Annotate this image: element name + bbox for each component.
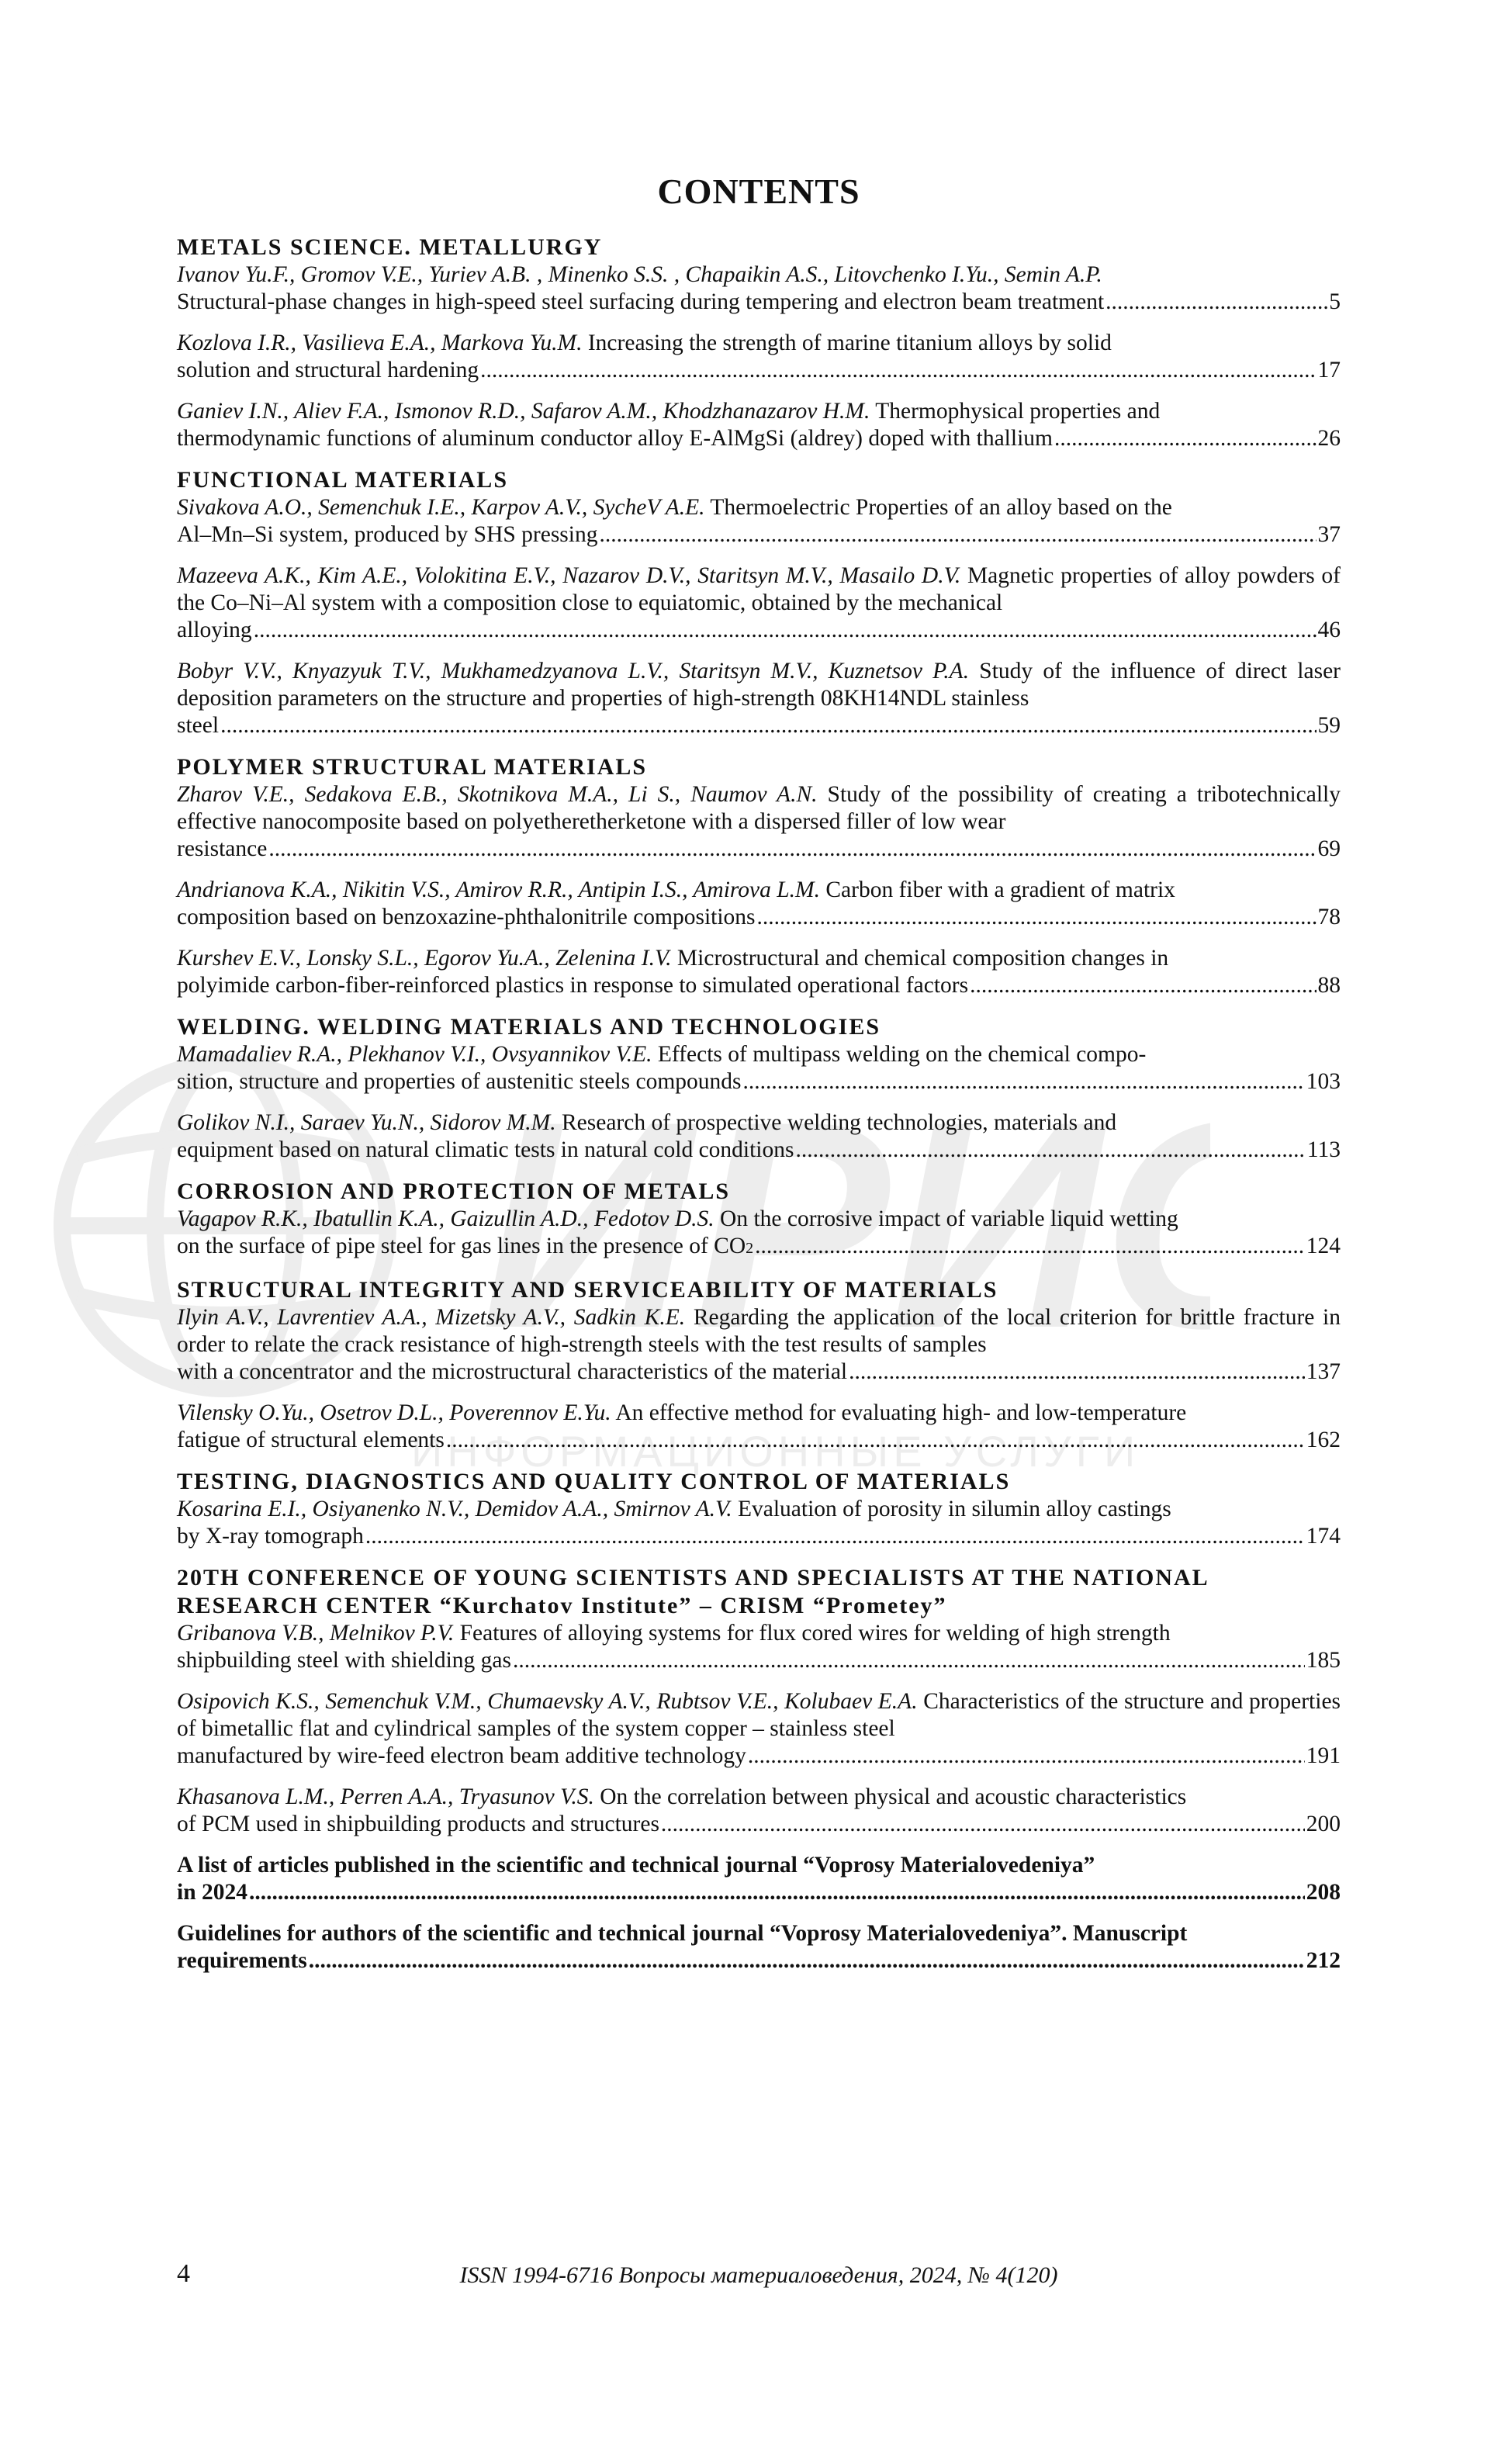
entry-title-end: with a concentrator and the microstructural characteristics of the material [177, 1358, 848, 1384]
entry-authors: Kozlova I.R., Vasilieva E.A., Markova Yu.M. [177, 330, 583, 355]
entry-title-end: on the surface of pipe steel for gas lines in the presence of CO [177, 1233, 746, 1258]
leader-dots [755, 1233, 1305, 1260]
entry-last-line [177, 1947, 1341, 1975]
entry-page-number: 103 [1306, 1068, 1341, 1094]
section-heading: 20TH CONFERENCE OF YOUNG SCIENTISTS AND SPECIALISTS AT THE NATIONAL RESEARCH CENTER “Kurchatov Institute” – CRISM “Prometey” [177, 1564, 1209, 1618]
entry-title: Study of the possibility of creating a tribotechnically effective nanocomposite based on polyetheretherketone with a dispersed filler of low wear [177, 781, 1341, 834]
toc-entry[interactable] [177, 398, 1341, 452]
entry-last-line [177, 289, 1341, 316]
entry-authors: Mamadaliev R.A., Plekhanov V.I., Ovsyannikov V.E. [177, 1041, 652, 1067]
entry-page-number: 5 [1329, 289, 1341, 314]
entry-authors: Vagapov R.K., Ibatullin K.A., Gaizullin A.D., Fedotov D.S. [177, 1206, 714, 1231]
entry-title: A list of articles published in the scientific and technical journal “Voprosy Materialovedeniya” [177, 1852, 1095, 1878]
leader-dots [757, 904, 1317, 931]
entry-last-line [177, 1743, 1341, 1770]
entry-page-number: 212 [1306, 1947, 1341, 1973]
toc-entry[interactable] [177, 781, 1341, 863]
entry-last-line [177, 1068, 1341, 1095]
entry-authors: Bobyr V.V., Knyazyuk T.V., Mukhamedzyanova L.V., Staritsyn M.V., Kuznetsov P.A. [177, 658, 970, 684]
entry-page-number: 200 [1306, 1811, 1341, 1836]
toc-entry[interactable] [177, 1688, 1341, 1770]
entry-last-line [177, 1358, 1341, 1386]
leader-dots [970, 972, 1316, 999]
entry-title-end: of PCM used in shipbuilding products and structures [177, 1811, 659, 1836]
leader-dots [513, 1647, 1305, 1674]
section-heading: WELDING. WELDING MATERIALS AND TECHNOLOGIES [177, 1013, 881, 1040]
watermark-caption: ИНФОРМАЦИОННЫЕ УСЛУГИ [411, 1427, 1140, 1476]
leader-dots [220, 712, 1316, 739]
entry-last-line [177, 1647, 1341, 1674]
entry-last-line [177, 712, 1341, 739]
entry-last-line [177, 836, 1341, 863]
entry-title: Microstructural and chemical composition changes in [676, 945, 1169, 971]
entry-title-end: Al–Mn–Si system, produced by SHS pressing [177, 521, 598, 547]
entry-subscript: 2 [746, 1239, 754, 1257]
toc-entry[interactable] [177, 1400, 1341, 1454]
entry-title: Thermoelectric Properties of an alloy based on the [710, 494, 1172, 520]
table-of-contents [177, 234, 1341, 1975]
entry-page-number: 113 [1306, 1137, 1341, 1162]
entry-title: Characteristics of the structure and properties of bimetallic flat and cylindrical samples of the system copper – stainless steel [177, 1688, 1341, 1741]
leader-dots [480, 357, 1316, 384]
toc-entry[interactable] [177, 330, 1341, 384]
entry-title: Regarding the application of the local criterion for brittle fracture in order to relate the crack resistance of high-strength steels with the test results of samples [177, 1304, 1341, 1357]
entry-page-number: 37 [1317, 521, 1341, 547]
section-heading: CORROSION AND PROTECTION OF METALS [177, 1178, 731, 1204]
entry-authors: Golikov N.I., Saraev Yu.N., Sidorov M.M. [177, 1109, 556, 1135]
entry-last-line [177, 1233, 1341, 1262]
entry-title-end: resistance [177, 836, 268, 861]
toc-entry[interactable] [177, 562, 1341, 644]
entry-page-number: 191 [1306, 1743, 1341, 1768]
entry-title: Effects of multipass welding on the chemical compo- [657, 1041, 1147, 1067]
entry-authors: Vilensky O.Yu., Osetrov D.L., Poverennov E.Yu. [177, 1400, 611, 1425]
entry-title: Research of prospective welding technologies, materials and [562, 1109, 1117, 1135]
leader-dots [795, 1137, 1305, 1164]
watermark-letters: ИРИ [481, 1060, 1102, 1390]
leader-dots [1105, 289, 1327, 316]
entry-title-end: requirements [177, 1947, 307, 1973]
entry-title: Guidelines for authors of the scientific and technical journal “Voprosy Materialovedeniya”. Manuscript [177, 1920, 1188, 1946]
entry-title-end: alloying [177, 617, 252, 642]
entry-title: Increasing the strength of marine titanium alloys by solid [587, 330, 1112, 355]
toc-extra-entry[interactable] [177, 1852, 1341, 1906]
toc-entry[interactable] [177, 1206, 1341, 1262]
leader-dots [1054, 425, 1317, 452]
entry-authors: Ilyin A.V., Lavrentiev A.A., Mizetsky A.V., Sadkin K.E. [177, 1304, 686, 1330]
toc-entry[interactable] [177, 1109, 1341, 1164]
entry-authors: Kosarina E.I., Osiyanenko N.V., Demidov A.A., Smirnov A.V. [177, 1496, 732, 1521]
entry-title: Evaluation of porosity in silumin alloy castings [737, 1496, 1171, 1521]
entry-page-number: 17 [1317, 357, 1341, 382]
entry-title-end: thermodynamic functions of aluminum conductor alloy E-AlMgSi (aldrey) doped with thallium [177, 425, 1053, 451]
leader-dots [268, 836, 1316, 863]
entry-authors: Khasanova L.M., Perren A.A., Tryasunov V.S. [177, 1784, 594, 1809]
entry-page-number: 26 [1317, 425, 1341, 451]
entry-page-number: 59 [1317, 712, 1341, 738]
entry-page-number: 88 [1317, 972, 1341, 998]
section-heading: METALS SCIENCE. METALLURGY [177, 234, 603, 260]
toc-entry[interactable] [177, 945, 1341, 999]
entry-authors: Sivakova A.O., Semenchuk I.E., Karpov A.V., SycheV A.E. [177, 494, 705, 520]
entry-title: An effective method for evaluating high- and low-temperature [615, 1400, 1187, 1425]
toc-entry[interactable] [177, 1620, 1341, 1674]
entry-last-line [177, 1879, 1341, 1906]
toc-entry[interactable] [177, 1784, 1341, 1838]
toc-entry[interactable] [177, 261, 1341, 316]
entry-page-number: 174 [1306, 1523, 1341, 1549]
entry-last-line [177, 1137, 1341, 1164]
section-heading: POLYMER STRUCTURAL MATERIALS [177, 753, 648, 780]
entry-page-number: 162 [1306, 1427, 1341, 1452]
entry-last-line [177, 1427, 1341, 1454]
entry-authors: Osipovich K.S., Semenchuk V.M., Chumaevsky A.V., Rubtsov V.E., Kolubaev E.A. [177, 1688, 918, 1714]
leader-dots [309, 1947, 1305, 1975]
entry-title: Carbon fiber with a gradient of matrix [825, 877, 1175, 902]
entry-title: On the corrosive impact of variable liquid wetting [720, 1206, 1178, 1231]
entry-authors: Ganiev I.N., Aliev F.A., Ismonov R.D., Safarov A.M., Khodzhanazarov H.M. [177, 398, 870, 424]
leader-dots [365, 1523, 1305, 1550]
page-number: 4 [177, 2259, 190, 2288]
entry-title-end: Structural-phase changes in high-speed steel surfacing during tempering and electron beam treatment [177, 289, 1105, 314]
entry-title: On the correlation between physical and acoustic characteristics [600, 1784, 1187, 1809]
page-title: CONTENTS [657, 171, 860, 211]
entry-page-number: 124 [1306, 1233, 1341, 1258]
entry-last-line [177, 521, 1341, 549]
entry-last-line [177, 904, 1341, 931]
entry-title-end: steel [177, 712, 220, 738]
entry-last-line [177, 617, 1341, 644]
entry-authors: Ivanov Yu.F., Gromov V.E., Yuriev A.B. , Minenko S.S. , Chapaikin A.S., Litovchenko I.Yu., Semin A.P. [177, 261, 1102, 287]
entry-title: Study of the influence of direct laser deposition parameters on the structure and properties of high-strength 08KH14NDL stainless [177, 658, 1341, 711]
entry-page-number: 46 [1317, 617, 1341, 642]
toc-entry[interactable] [177, 1304, 1341, 1386]
entry-authors: Andrianova K.A., Nikitin V.S., Amirov R.R., Antipin I.S., Amirova L.M. [177, 877, 820, 902]
entry-authors: Kurshev E.V., Lonsky S.L., Egorov Yu.A., Zelenina I.V. [177, 945, 672, 971]
section-heading: TESTING, DIAGNOSTICS AND QUALITY CONTROL OF MATERIALS [177, 1468, 1011, 1494]
entry-title-end: by X-ray tomograph [177, 1523, 364, 1549]
entry-last-line [177, 357, 1341, 384]
section-heading: FUNCTIONAL MATERIALS [177, 466, 508, 493]
journal-issn: ISSN 1994-6716 Вопросы материаловедения, 2024, № 4(120) [459, 2262, 1058, 2288]
entry-page-number: 137 [1306, 1358, 1341, 1384]
leader-dots [446, 1427, 1305, 1454]
toc-entry[interactable] [177, 877, 1341, 931]
entry-authors: Zharov V.E., Sedakova E.B., Skotnikova M.A., Li S., Naumov A.N. [177, 781, 818, 807]
toc-entry[interactable] [177, 658, 1341, 739]
entry-page-number: 69 [1317, 836, 1341, 861]
toc-entry[interactable] [177, 494, 1341, 549]
entry-title-end: shipbuilding steel with shielding gas [177, 1647, 512, 1673]
entry-authors: Mazeeva A.K., Kim A.E., Volokitina E.V., Nazarov D.V., Staritsyn M.V., Masailo D.V. [177, 562, 961, 588]
leader-dots [748, 1743, 1305, 1770]
entry-page-number: 185 [1306, 1647, 1341, 1673]
leader-dots [249, 1879, 1305, 1906]
entry-title-end: solution and structural hardening [177, 357, 479, 382]
leader-dots [254, 617, 1317, 644]
entry-title: Magnetic properties of alloy powders of the Co–Ni–Al system with a composition close to equiatomic, obtained by the mechanical [177, 562, 1341, 615]
toc-extra-entry[interactable] [177, 1920, 1341, 1975]
entry-page-number: 208 [1306, 1879, 1341, 1905]
leader-dots [599, 521, 1316, 549]
leader-dots [743, 1068, 1305, 1095]
entry-title-end: in 2024 [177, 1879, 247, 1905]
entry-last-line [177, 425, 1341, 452]
entry-last-line [177, 1523, 1341, 1550]
leader-dots [849, 1358, 1305, 1386]
contents-body [177, 172, 1341, 1988]
toc-entry[interactable] [177, 1041, 1341, 1095]
leader-dots [661, 1811, 1305, 1838]
entry-authors: Gribanova V.B., Melnikov P.V. [177, 1620, 455, 1646]
entry-title-end: manufactured by wire-feed electron beam additive technology [177, 1743, 746, 1768]
entry-title: Thermophysical properties and [875, 398, 1161, 424]
entry-last-line [177, 1811, 1341, 1838]
entry-title-end: equipment based on natural climatic tests in natural cold conditions [177, 1137, 794, 1162]
entry-page-number: 78 [1317, 904, 1341, 929]
toc-entry[interactable] [177, 1496, 1341, 1550]
entry-title-end: polyimide carbon-fiber-reinforced plastics in response to simulated operational factors [177, 972, 969, 998]
entry-title: Features of alloying systems for flux cored wires for welding of high strength [459, 1620, 1171, 1646]
entry-last-line [177, 972, 1341, 999]
entry-title-end: composition based on benzoxazine-phthalonitrile compositions [177, 904, 756, 929]
entry-title-end: sition, structure and properties of austenitic steels compounds [177, 1068, 742, 1094]
entry-title-end: fatigue of structural elements [177, 1427, 445, 1452]
section-heading: STRUCTURAL INTEGRITY AND SERVICEABILITY OF MATERIALS [177, 1276, 998, 1303]
